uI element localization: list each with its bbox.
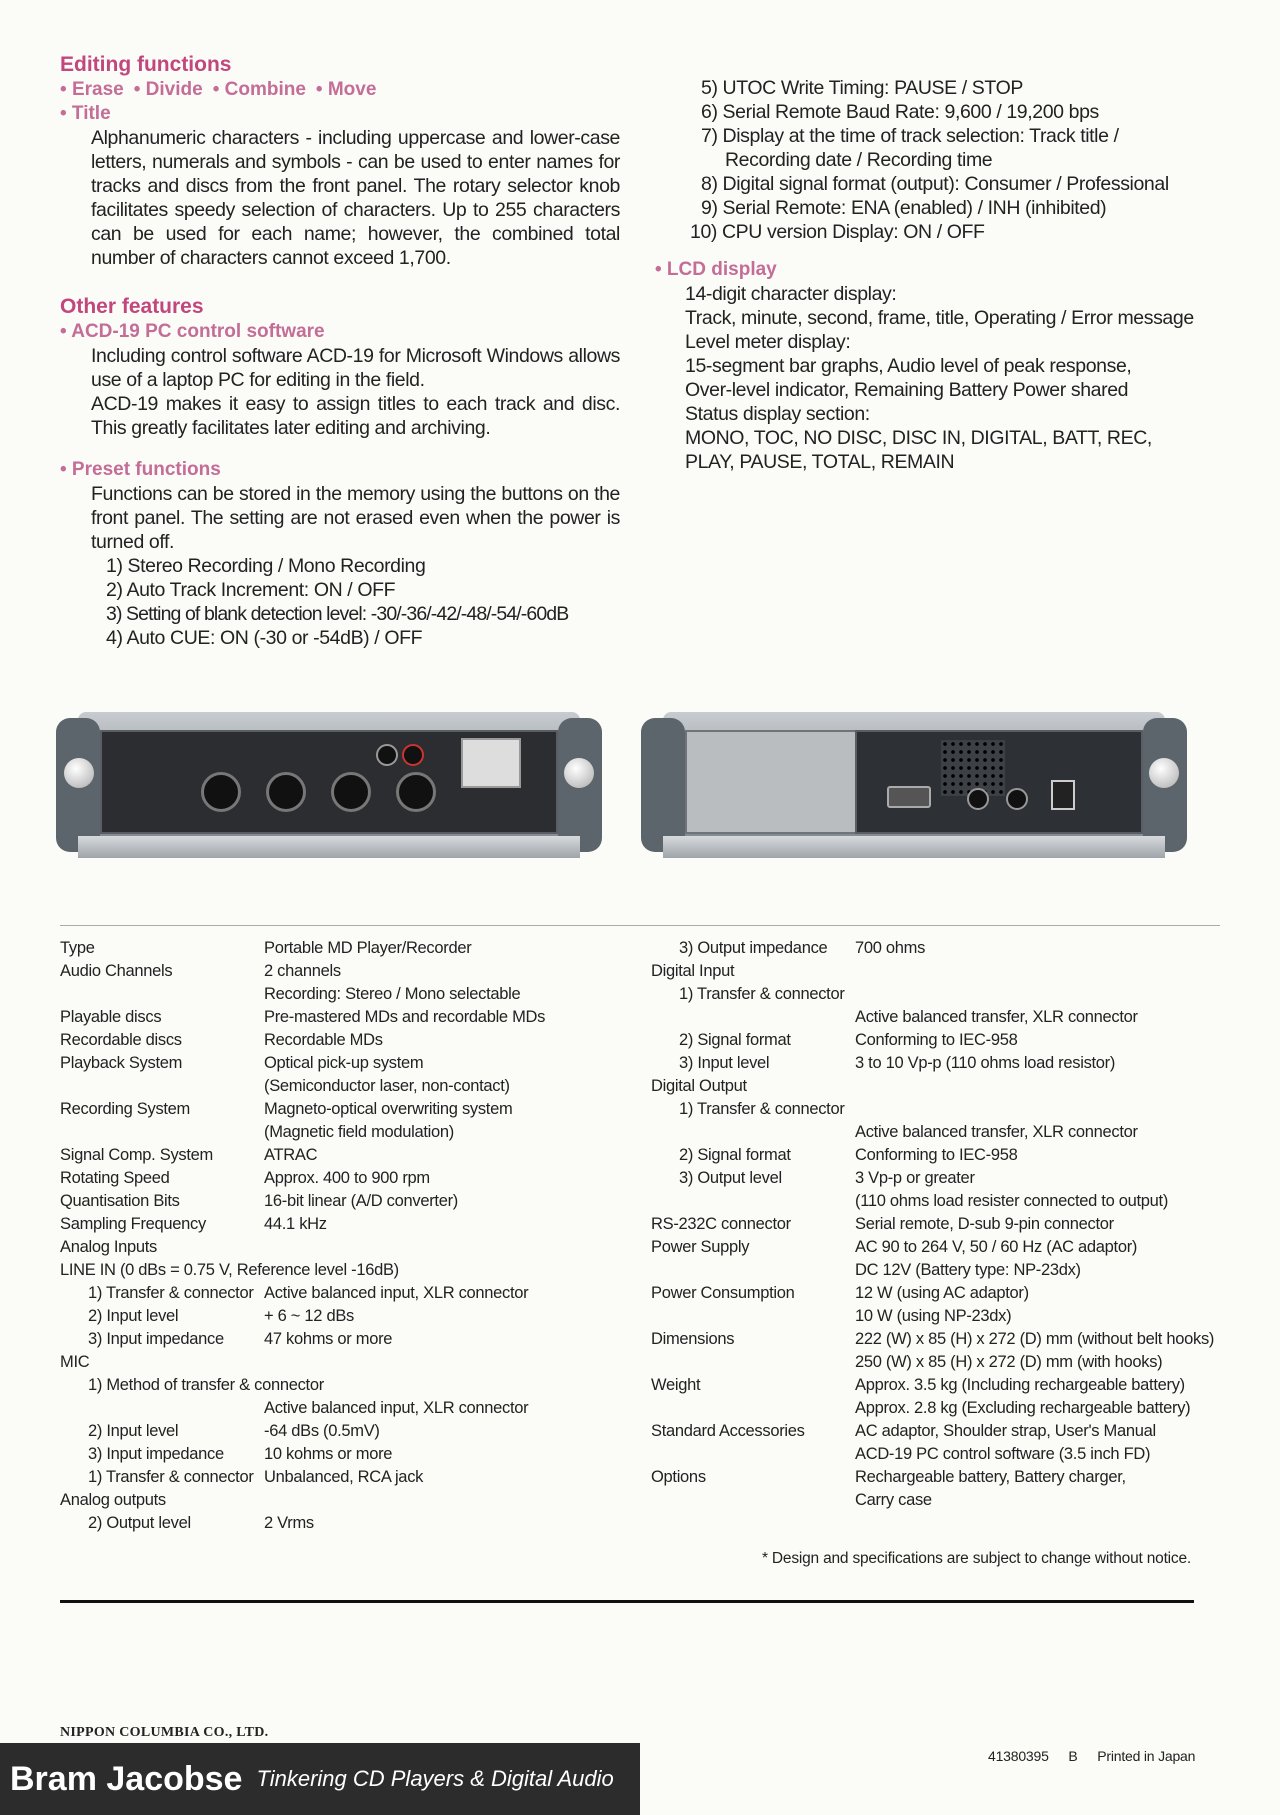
spec-label: 3) Input impedance <box>88 1330 224 1348</box>
spec-row <box>60 1466 620 1489</box>
spec-value: 16-bit linear (A/D converter) <box>264 1192 458 1210</box>
spec-label <box>60 1397 264 1420</box>
spec-label: Recordable discs <box>60 1031 182 1049</box>
editing-item: • Move <box>316 78 377 102</box>
spec-label: RS-232C connector <box>651 1215 791 1233</box>
spec-value <box>264 1351 620 1374</box>
spec-row <box>60 937 620 960</box>
title-subheading: • Title <box>60 103 111 124</box>
spec-value: Portable MD Player/Recorder <box>264 939 472 957</box>
lcd-line: 15-segment bar graphs, Audio level of peak response, <box>685 355 1132 377</box>
spec-value: 10 W (using NP-23dx) <box>855 1307 1012 1325</box>
spec-row <box>60 1374 620 1397</box>
spec-row <box>60 1121 620 1144</box>
spec-value: 47 kohms or more <box>264 1330 393 1348</box>
list-item: 2) Auto Track Increment: ON / OFF <box>106 579 396 601</box>
specifications-left <box>60 937 620 1535</box>
list-item: 5) UTOC Write Timing: PAUSE / STOP <box>701 77 1023 99</box>
spec-label: Options <box>651 1468 706 1486</box>
spec-value: Approx. 3.5 kg (Including rechargeable battery) <box>855 1376 1185 1394</box>
spec-row <box>651 1420 1221 1443</box>
spec-label: 1) Transfer & connector <box>88 1468 254 1486</box>
lcd-line: Status display section: <box>685 403 870 425</box>
spec-row <box>60 1006 620 1029</box>
spec-label: Digital Input <box>651 962 735 980</box>
spec-value: Carry case <box>855 1491 932 1509</box>
rca-jack-icon <box>402 744 424 766</box>
spec-value: 3 to 10 Vp-p (110 ohms load resistor) <box>855 1054 1116 1072</box>
spec-label: Recording System <box>60 1100 191 1118</box>
spec-label <box>651 1305 855 1328</box>
xlr-connector-icon <box>331 772 371 812</box>
spec-row <box>60 983 620 1006</box>
spec-row <box>60 1351 620 1374</box>
spec-label <box>651 1190 855 1213</box>
spec-label: 2) Signal format <box>679 1146 791 1164</box>
xlr-connector-icon <box>396 772 436 812</box>
spec-label: 2) Input level <box>88 1307 179 1325</box>
spec-label: 3) Input impedance <box>88 1445 224 1463</box>
company-name: NIPPON COLUMBIA CO., LTD. <box>60 1725 269 1740</box>
spec-value: 222 (W) x 85 (H) x 272 (D) mm (without belt hooks) <box>855 1330 1215 1348</box>
spec-value: AC 90 to 264 V, 50 / 60 Hz (AC adaptor) <box>855 1238 1138 1256</box>
left-text-column <box>60 52 620 650</box>
spec-label: 1) Transfer & connector <box>679 985 845 1003</box>
spec-row <box>60 1236 620 1259</box>
watermark-tagline: Tinkering CD Players & Digital Audio <box>256 1766 614 1791</box>
spec-value: 250 (W) x 85 (H) x 272 (D) mm (with hooks) <box>855 1353 1163 1371</box>
spec-row <box>651 1282 1221 1305</box>
spec-value: Conforming to IEC-958 <box>855 1146 1018 1164</box>
spec-row <box>60 1282 620 1305</box>
spec-label: Digital Output <box>651 1077 747 1095</box>
spec-label: Weight <box>651 1376 701 1394</box>
list-item: 1) Stereo Recording / Mono Recording <box>106 555 426 577</box>
editing-item: • Erase <box>60 78 124 102</box>
spec-row <box>651 1098 1221 1121</box>
spec-row <box>651 1259 1221 1282</box>
spec-value: Active balanced input, XLR connector <box>264 1399 529 1417</box>
spec-value: Magneto-optical overwriting system <box>264 1100 513 1118</box>
spec-value <box>855 1075 1221 1098</box>
divider <box>60 1600 1194 1603</box>
other-features-heading: Other features <box>60 295 204 318</box>
spec-row <box>651 1489 1221 1512</box>
editing-functions-heading: Editing functions <box>60 53 232 76</box>
editing-item: • Combine <box>213 78 306 102</box>
spec-row <box>651 1167 1221 1190</box>
watermark-name: Bram Jacobse <box>10 1759 243 1798</box>
spec-row <box>651 1328 1221 1351</box>
spec-label <box>651 1351 855 1374</box>
spec-value: Pre-mastered MDs and recordable MDs <box>264 1008 546 1026</box>
spec-value <box>264 1236 620 1259</box>
spec-row <box>60 1489 620 1512</box>
spec-label: Playable discs <box>60 1008 162 1026</box>
spec-value: 2 channels <box>264 962 341 980</box>
lcd-line: Level meter display: <box>685 331 851 353</box>
spec-row <box>60 1029 620 1052</box>
speaker-grille-icon <box>941 740 1005 796</box>
spec-label: Dimensions <box>651 1330 735 1348</box>
spec-label: Power Consumption <box>651 1284 795 1302</box>
rs232c-connector-icon <box>887 786 931 808</box>
lcd-line: 14-digit character display: <box>685 283 897 305</box>
spec-row <box>60 1397 620 1420</box>
spec-label <box>651 1121 855 1144</box>
spec-label <box>651 1006 855 1029</box>
print-code <box>988 1748 1211 1764</box>
preset-list <box>60 554 620 650</box>
watermark-banner <box>0 1743 640 1815</box>
spec-label: 3) Output level <box>679 1169 782 1187</box>
battery-compartment <box>685 730 859 834</box>
spec-value: ACD-19 PC control software (3.5 inch FD) <box>855 1445 1151 1463</box>
spec-row <box>60 1328 620 1351</box>
acd19-paragraph-1: Including control software ACD-19 for Microsoft Windows allows use of a laptop PC for editing in the field. <box>91 345 620 391</box>
title-paragraph: Alphanumeric characters - including uppercase and lower-case letters, numerals and symbols - can be used to enter names for tracks and discs from the front panel. The rotary selector knob facilitates speedy selection of characters. Up to 255 characters can be used for each name; however, the combined total number of characters cannot exceed 1,700. <box>91 127 620 269</box>
spec-row <box>651 1144 1221 1167</box>
spec-value: AC adaptor, Shoulder strap, User's Manual <box>855 1422 1156 1440</box>
spec-row <box>60 1512 620 1535</box>
lcd-description <box>655 282 1215 474</box>
spec-row <box>651 1236 1221 1259</box>
xlr-connector-icon <box>201 772 241 812</box>
spec-label: Signal Comp. System <box>60 1146 213 1164</box>
spec-value: DC 12V (Battery type: NP-23dx) <box>855 1261 1081 1279</box>
lcd-line: PLAY, PAUSE, TOTAL, REMAIN <box>685 451 955 473</box>
spec-label: Standard Accessories <box>651 1422 805 1440</box>
spec-value: Recording: Stereo / Mono selectable <box>264 985 521 1003</box>
spec-row <box>651 960 1221 983</box>
spec-row <box>651 937 1221 960</box>
spec-label <box>651 1259 855 1282</box>
spec-row <box>60 1190 620 1213</box>
list-item: 3) Setting of blank detection level: -30/-36/-42/-48/-54/-60dB <box>106 603 569 625</box>
spec-row <box>651 1466 1221 1489</box>
spec-label: 1) Transfer & connector <box>88 1284 254 1302</box>
spec-value: -64 dBs (0.5mV) <box>264 1422 380 1440</box>
list-item: Recording date / Recording time <box>725 149 993 171</box>
spec-label: Sampling Frequency <box>60 1215 206 1233</box>
spec-row <box>651 1305 1221 1328</box>
xlr-connector-icon <box>266 772 306 812</box>
spec-value: Active balanced transfer, XLR connector <box>855 1008 1138 1026</box>
catalog-code: 41380395 <box>988 1748 1049 1764</box>
spec-value: Active balanced input, XLR connector <box>264 1284 529 1302</box>
notice-text: * Design and specifications are subject to change without notice. <box>761 1550 1191 1567</box>
spec-label: Analog Inputs <box>60 1238 158 1256</box>
list-item: 7) Display at the time of track selection: Track title / <box>701 125 1119 147</box>
spec-label <box>651 1443 855 1466</box>
list-item: 9) Serial Remote: ENA (enabled) / INH (inhibited) <box>701 197 1107 219</box>
spec-value: 10 kohms or more <box>264 1445 393 1463</box>
spec-value <box>855 1098 1221 1121</box>
power-switch-icon <box>1051 780 1075 810</box>
spec-label: Rotating Speed <box>60 1169 170 1187</box>
spec-row <box>651 1443 1221 1466</box>
lcd-line: Track, minute, second, frame, title, Operating / Error message <box>685 307 1194 329</box>
spec-value: Optical pick-up system <box>264 1054 424 1072</box>
bumper-screw-icon <box>564 758 594 788</box>
spec-label <box>60 983 264 1006</box>
spec-row <box>651 983 1221 1006</box>
preset-subheading: • Preset functions <box>60 459 221 480</box>
list-item: 10) CPU version Display: ON / OFF <box>690 221 985 243</box>
editing-item: • Divide <box>134 78 203 102</box>
rca-jack-icon <box>376 744 398 766</box>
spec-value: Approx. 2.8 kg (Excluding rechargeable battery) <box>855 1399 1191 1417</box>
bumper-screw-icon <box>1149 758 1179 788</box>
spec-label: LINE IN (0 dBs = 0.75 V, Reference level -16dB) <box>60 1261 399 1279</box>
right-text-column <box>655 76 1215 474</box>
spec-value: ATRAC <box>264 1146 318 1164</box>
spec-label <box>651 1397 855 1420</box>
spec-row <box>60 1052 620 1075</box>
spec-row <box>60 1305 620 1328</box>
spec-label: 1) Method of transfer & connector <box>88 1376 324 1394</box>
spec-value: (Magnetic field modulation) <box>264 1123 454 1141</box>
lcd-subheading: • LCD display <box>655 259 777 280</box>
spec-label: 3) Output impedance <box>679 939 828 957</box>
revision-code: B <box>1068 1748 1078 1764</box>
spec-value: Conforming to IEC-958 <box>855 1031 1018 1049</box>
spec-value: 700 ohms <box>855 939 926 957</box>
spec-value <box>855 960 1221 983</box>
spec-row <box>651 1075 1221 1098</box>
spec-value: 3 Vp-p or greater <box>855 1169 975 1187</box>
spec-label: 3) Input level <box>679 1054 770 1072</box>
list-item: 6) Serial Remote Baud Rate: 9,600 / 19,200 bps <box>701 101 1099 123</box>
spec-row <box>651 1006 1221 1029</box>
spec-label <box>60 1075 264 1098</box>
spec-value: 12 W (using AC adaptor) <box>855 1284 1029 1302</box>
bumper-screw-icon <box>64 758 94 788</box>
spec-value: (Semiconductor laser, non-contact) <box>264 1077 510 1095</box>
spec-row <box>60 1443 620 1466</box>
acd19-paragraph-2: ACD-19 makes it easy to assign titles to each track and disc. This greatly facilitates later editing and archiving. <box>91 393 620 439</box>
spec-value: 2 Vrms <box>264 1514 314 1532</box>
spec-row <box>60 1420 620 1443</box>
spec-row <box>60 1144 620 1167</box>
spec-row <box>60 1213 620 1236</box>
spec-label: 2) Signal format <box>679 1031 791 1049</box>
spec-row <box>651 1397 1221 1420</box>
spec-value: + 6 ~ 12 dBs <box>264 1307 354 1325</box>
spec-row <box>60 1098 620 1121</box>
spec-value: Rechargeable battery, Battery charger, <box>855 1468 1126 1486</box>
spec-row <box>651 1029 1221 1052</box>
editing-items <box>60 78 620 102</box>
spec-label: 1) Transfer & connector <box>679 1100 845 1118</box>
device-front-panel-image <box>56 700 602 870</box>
divider <box>60 925 1220 926</box>
spec-value: Unbalanced, RCA jack <box>264 1468 424 1486</box>
spec-row <box>651 1190 1221 1213</box>
spec-label <box>651 1489 855 1512</box>
spec-label <box>60 1121 264 1144</box>
spec-value: Approx. 400 to 900 rpm <box>264 1169 430 1187</box>
spec-value <box>855 983 1221 1006</box>
spec-label: 2) Output level <box>88 1514 191 1532</box>
preset-paragraph: Functions can be stored in the memory using the buttons on the front panel. The setting are not erased even when the power is turned off. <box>91 483 620 553</box>
spec-row <box>651 1374 1221 1397</box>
spec-value: (110 ohms load resister connected to output) <box>855 1192 1169 1210</box>
spec-label: Power Supply <box>651 1238 750 1256</box>
spec-value: Serial remote, D-sub 9-pin connector <box>855 1215 1114 1233</box>
lcd-line: Over-level indicator, Remaining Battery Power shared <box>685 379 1129 401</box>
spec-label: Audio Channels <box>60 962 173 980</box>
spec-value: Active balanced transfer, XLR connector <box>855 1123 1138 1141</box>
spec-label: Playback System <box>60 1054 183 1072</box>
spec-row <box>60 1075 620 1098</box>
device-rear-panel-image <box>641 700 1187 870</box>
spec-row <box>651 1213 1221 1236</box>
preset-list-continued <box>655 76 1215 244</box>
monitor-level-knob-icon <box>1006 788 1028 810</box>
spec-row <box>60 960 620 983</box>
list-item: 4) Auto CUE: ON (-30 or -54dB) / OFF <box>106 627 423 649</box>
spec-label: Analog outputs <box>60 1491 166 1509</box>
spec-value: 44.1 kHz <box>264 1215 327 1233</box>
spec-row <box>60 1167 620 1190</box>
spec-label: 2) Input level <box>88 1422 179 1440</box>
spec-row <box>60 1259 620 1282</box>
phones-jack-icon <box>967 788 989 810</box>
list-item: 8) Digital signal format (output): Consumer / Professional <box>701 173 1169 195</box>
spec-label: Type <box>60 939 95 957</box>
spec-value: Recordable MDs <box>264 1031 383 1049</box>
lcd-line: MONO, TOC, NO DISC, DISC IN, DIGITAL, BATT, REC, <box>685 427 1152 449</box>
spec-row <box>651 1351 1221 1374</box>
spec-label: MIC <box>60 1353 90 1371</box>
printed-in: Printed in Japan <box>1097 1748 1196 1764</box>
acd19-subheading: • ACD-19 PC control software <box>60 321 325 342</box>
spec-row <box>651 1121 1221 1144</box>
specifications-right <box>651 937 1221 1512</box>
spec-label: Quantisation Bits <box>60 1192 180 1210</box>
dc-input-connector-icon <box>461 738 521 788</box>
spec-row <box>651 1052 1221 1075</box>
spec-value <box>264 1489 620 1512</box>
